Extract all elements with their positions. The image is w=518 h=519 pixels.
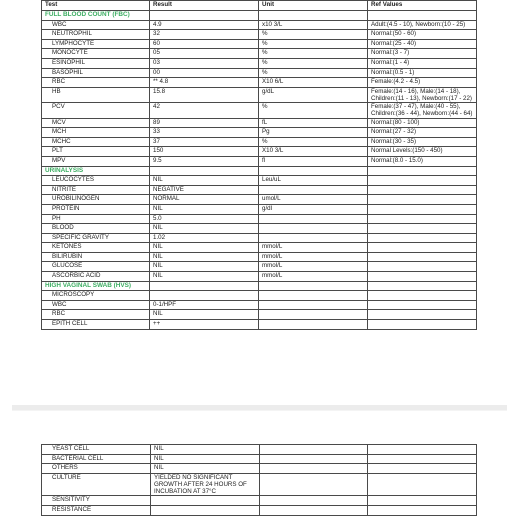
table-row [42, 176, 477, 186]
ref-values-cell [368, 320, 477, 330]
unit-cell: Leu/uL [259, 176, 368, 186]
header-unit: Unit [259, 1, 368, 11]
report-page-2 [41, 444, 476, 516]
table-row [42, 300, 477, 310]
table-row [42, 445, 477, 455]
header-test: Test [42, 1, 150, 11]
unit-cell [259, 233, 368, 243]
unit-cell [259, 224, 368, 234]
ref-values-cell: Female:(4.2 - 4.5) [368, 78, 477, 88]
ref-values-cell: Female:(14 - 16), Male:(14 - 18), Children:(11 - 13), Newborn:(17 - 22) [368, 87, 477, 102]
result-cell: 0-1/HPF [150, 300, 259, 310]
unit-cell: X10 3/L [259, 147, 368, 157]
test-name-cell: PH [42, 214, 150, 224]
empty-cell [368, 281, 477, 291]
ref-values-cell: Normal:(27 - 32) [368, 128, 477, 138]
empty-cell [259, 166, 368, 176]
ref-values-cell [368, 214, 477, 224]
table-row [42, 78, 477, 88]
table-row [42, 454, 477, 464]
test-name-cell: BLOOD [42, 224, 150, 234]
test-name-cell: RBC [42, 310, 150, 320]
result-cell: NIL [150, 243, 259, 253]
table-row [42, 262, 477, 272]
unit-cell: umol/L [259, 195, 368, 205]
result-cell: NIL [150, 252, 259, 262]
unit-cell: mmol/L [259, 272, 368, 282]
unit-cell: Pg [259, 128, 368, 138]
empty-cell [150, 11, 259, 21]
result-cell [151, 496, 260, 506]
table-row [42, 185, 477, 195]
unit-cell: % [259, 39, 368, 49]
unit-cell [260, 464, 368, 474]
result-cell: 60 [150, 39, 259, 49]
unit-cell [260, 445, 368, 455]
test-name-cell: MCHC [42, 137, 150, 147]
test-name-cell: GLUCOSE [42, 262, 150, 272]
section-heading-row [42, 281, 477, 291]
section-heading: URINALYSIS [42, 166, 150, 176]
unit-cell: mmol/L [259, 262, 368, 272]
unit-cell [259, 300, 368, 310]
table-row [42, 464, 477, 474]
test-name-cell: MICROSCOPY [42, 291, 150, 301]
ref-values-cell [368, 243, 477, 253]
result-cell: NIL [150, 204, 259, 214]
test-name-cell: EPITH CELL [42, 320, 150, 330]
test-name-cell: MPV [42, 156, 150, 166]
empty-cell [259, 281, 368, 291]
table-row [42, 68, 477, 78]
ref-values-cell [368, 454, 477, 464]
result-cell: 150 [150, 147, 259, 157]
unit-cell: % [259, 30, 368, 40]
empty-cell [150, 166, 259, 176]
unit-cell [259, 320, 368, 330]
test-name-cell: LEUCOCYTES [42, 176, 150, 186]
unit-cell: % [259, 58, 368, 68]
unit-cell: fL [259, 118, 368, 128]
unit-cell: fl [259, 156, 368, 166]
table-row [42, 505, 477, 515]
unit-cell [260, 496, 368, 506]
ref-values-cell [368, 310, 477, 320]
table-row [42, 310, 477, 320]
ref-values-cell: Normal:(30 - 35) [368, 137, 477, 147]
result-cell: NIL [150, 262, 259, 272]
table-row [42, 320, 477, 330]
table-header-row [42, 1, 477, 11]
result-cell: NIL [151, 454, 260, 464]
test-name-cell: MCH [42, 128, 150, 138]
test-name-cell: PCV [42, 103, 150, 118]
result-cell: 05 [150, 49, 259, 59]
unit-cell: mmol/L [259, 252, 368, 262]
unit-cell: % [259, 49, 368, 59]
results-body-continued [42, 445, 477, 516]
table-row [42, 272, 477, 282]
unit-cell: % [259, 103, 368, 118]
result-cell: NIL [151, 445, 260, 455]
table-row [42, 233, 477, 243]
result-cell: 00 [150, 68, 259, 78]
empty-cell [150, 281, 259, 291]
table-row [42, 496, 477, 506]
ref-values-cell [368, 272, 477, 282]
table-row [42, 473, 477, 496]
test-name-cell: NEUTROPHIL [42, 30, 150, 40]
ref-values-cell [368, 505, 477, 515]
ref-values-cell [368, 262, 477, 272]
table-row [42, 252, 477, 262]
table-row [42, 87, 477, 102]
result-cell: NIL [150, 310, 259, 320]
table-row [42, 156, 477, 166]
test-name-cell: CULTURE [42, 473, 151, 496]
result-cell: 32 [150, 30, 259, 40]
result-cell: NEGATIVE [150, 185, 259, 195]
unit-cell [259, 185, 368, 195]
empty-cell [259, 11, 368, 21]
result-cell: 42 [150, 103, 259, 118]
unit-cell: g/dL [259, 87, 368, 102]
unit-cell: x10 3/L [259, 20, 368, 30]
unit-cell [260, 454, 368, 464]
test-name-cell: NITRITE [42, 185, 150, 195]
result-cell: ++ [150, 320, 259, 330]
result-cell: 03 [150, 58, 259, 68]
table-row [42, 243, 477, 253]
page-break-edge [12, 410, 507, 411]
ref-values-cell: Female:(37 - 47), Male:(40 - 55), Children:(36 - 44), Newborn:(44 - 64) [368, 103, 477, 118]
result-cell: NIL [151, 464, 260, 474]
table-row [42, 128, 477, 138]
table-row [42, 147, 477, 157]
unit-cell [259, 310, 368, 320]
ref-values-cell: Normal:(3 - 7) [368, 49, 477, 59]
ref-values-cell [368, 185, 477, 195]
unit-cell [260, 505, 368, 515]
result-cell: 5.0 [150, 214, 259, 224]
ref-values-cell [368, 252, 477, 262]
ref-values-cell: Normal:(0.5 - 1) [368, 68, 477, 78]
table-row [42, 49, 477, 59]
test-name-cell: ASCORBIC ACID [42, 272, 150, 282]
result-cell: 1.02 [150, 233, 259, 243]
table-row [42, 214, 477, 224]
test-name-cell: HB [42, 87, 150, 102]
test-name-cell: PLT [42, 147, 150, 157]
ref-values-cell [368, 204, 477, 214]
test-name-cell: YEAST CELL [42, 445, 151, 455]
test-name-cell: ESINOPHIL [42, 58, 150, 68]
table-row [42, 39, 477, 49]
result-cell: 9.5 [150, 156, 259, 166]
ref-values-cell: Normal:(50 - 60) [368, 30, 477, 40]
test-name-cell: WBC [42, 300, 150, 310]
test-name-cell: MONOCYTE [42, 49, 150, 59]
test-name-cell: PROTEIN [42, 204, 150, 214]
result-cell: 4.9 [150, 20, 259, 30]
ref-values-cell: Normal:(8.0 - 15.0) [368, 156, 477, 166]
test-name-cell: BASOPHIL [42, 68, 150, 78]
ref-values-cell: Normal:(80 - 100) [368, 118, 477, 128]
result-cell: NIL [150, 272, 259, 282]
test-name-cell: KETONES [42, 243, 150, 253]
test-name-cell: OTHERS [42, 464, 151, 474]
test-name-cell: SPECIFIC GRAVITY [42, 233, 150, 243]
result-cell: 89 [150, 118, 259, 128]
test-name-cell: WBC [42, 20, 150, 30]
unit-cell: g/dl [259, 204, 368, 214]
result-cell: 37 [150, 137, 259, 147]
table-row [42, 224, 477, 234]
empty-cell [368, 166, 477, 176]
table-row [42, 30, 477, 40]
table-row [42, 58, 477, 68]
table-row [42, 195, 477, 205]
unit-cell [260, 473, 368, 496]
test-name-cell: BACTERIAL CELL [42, 454, 151, 464]
lab-results-table [41, 0, 477, 330]
ref-values-cell: Adult:(4.5 - 10), Newborn:(10 - 25) [368, 20, 477, 30]
header-result: Result [150, 1, 259, 11]
result-cell: YIELDED NO SIGNIFICANT GROWTH AFTER 24 HOURS OF INCUBATION AT 37°C [151, 473, 260, 496]
table-row [42, 20, 477, 30]
ref-values-cell [368, 195, 477, 205]
test-name-cell: RESISTANCE [42, 505, 151, 515]
unit-cell: % [259, 137, 368, 147]
ref-values-cell [368, 224, 477, 234]
result-cell: NIL [150, 224, 259, 234]
unit-cell [259, 291, 368, 301]
section-heading: FULL BLOOD COUNT (FBC) [42, 11, 150, 21]
result-cell [150, 291, 259, 301]
result-cell: NIL [150, 176, 259, 186]
header-ref-values: Ref Values [368, 1, 477, 11]
unit-cell [259, 214, 368, 224]
lab-results-table-continued [41, 444, 477, 516]
table-row [42, 137, 477, 147]
section-heading: HIGH VAGINAL SWAB (HVS) [42, 281, 150, 291]
ref-values-cell [368, 300, 477, 310]
ref-values-cell [368, 473, 477, 496]
ref-values-cell [368, 445, 477, 455]
unit-cell: X10 6/L [259, 78, 368, 88]
table-row [42, 118, 477, 128]
result-cell: 33 [150, 128, 259, 138]
ref-values-cell [368, 233, 477, 243]
empty-cell [368, 11, 477, 21]
ref-values-cell: Normal:(1 - 4) [368, 58, 477, 68]
test-name-cell: RBC [42, 78, 150, 88]
ref-values-cell [368, 464, 477, 474]
ref-values-cell: Normal:(25 - 40) [368, 39, 477, 49]
ref-values-cell [368, 291, 477, 301]
unit-cell: % [259, 68, 368, 78]
test-name-cell: SENSITIVITY [42, 496, 151, 506]
report-page-1 [41, 0, 476, 330]
test-name-cell: MCV [42, 118, 150, 128]
table-row [42, 103, 477, 118]
test-name-cell: LYMPHOCYTE [42, 39, 150, 49]
ref-values-cell [368, 176, 477, 186]
result-cell: ** 4.8 [150, 78, 259, 88]
unit-cell: mmol/L [259, 243, 368, 253]
section-heading-row [42, 166, 477, 176]
section-heading-row [42, 11, 477, 21]
result-cell: NORMAL [150, 195, 259, 205]
result-cell: 15.8 [150, 87, 259, 102]
table-row [42, 291, 477, 301]
test-name-cell: UROBILINOGEN [42, 195, 150, 205]
ref-values-cell [368, 496, 477, 506]
ref-values-cell: Normal Levels:(150 - 450) [368, 147, 477, 157]
results-body [42, 11, 477, 330]
test-name-cell: BILIRUBIN [42, 252, 150, 262]
table-row [42, 204, 477, 214]
result-cell [151, 505, 260, 515]
